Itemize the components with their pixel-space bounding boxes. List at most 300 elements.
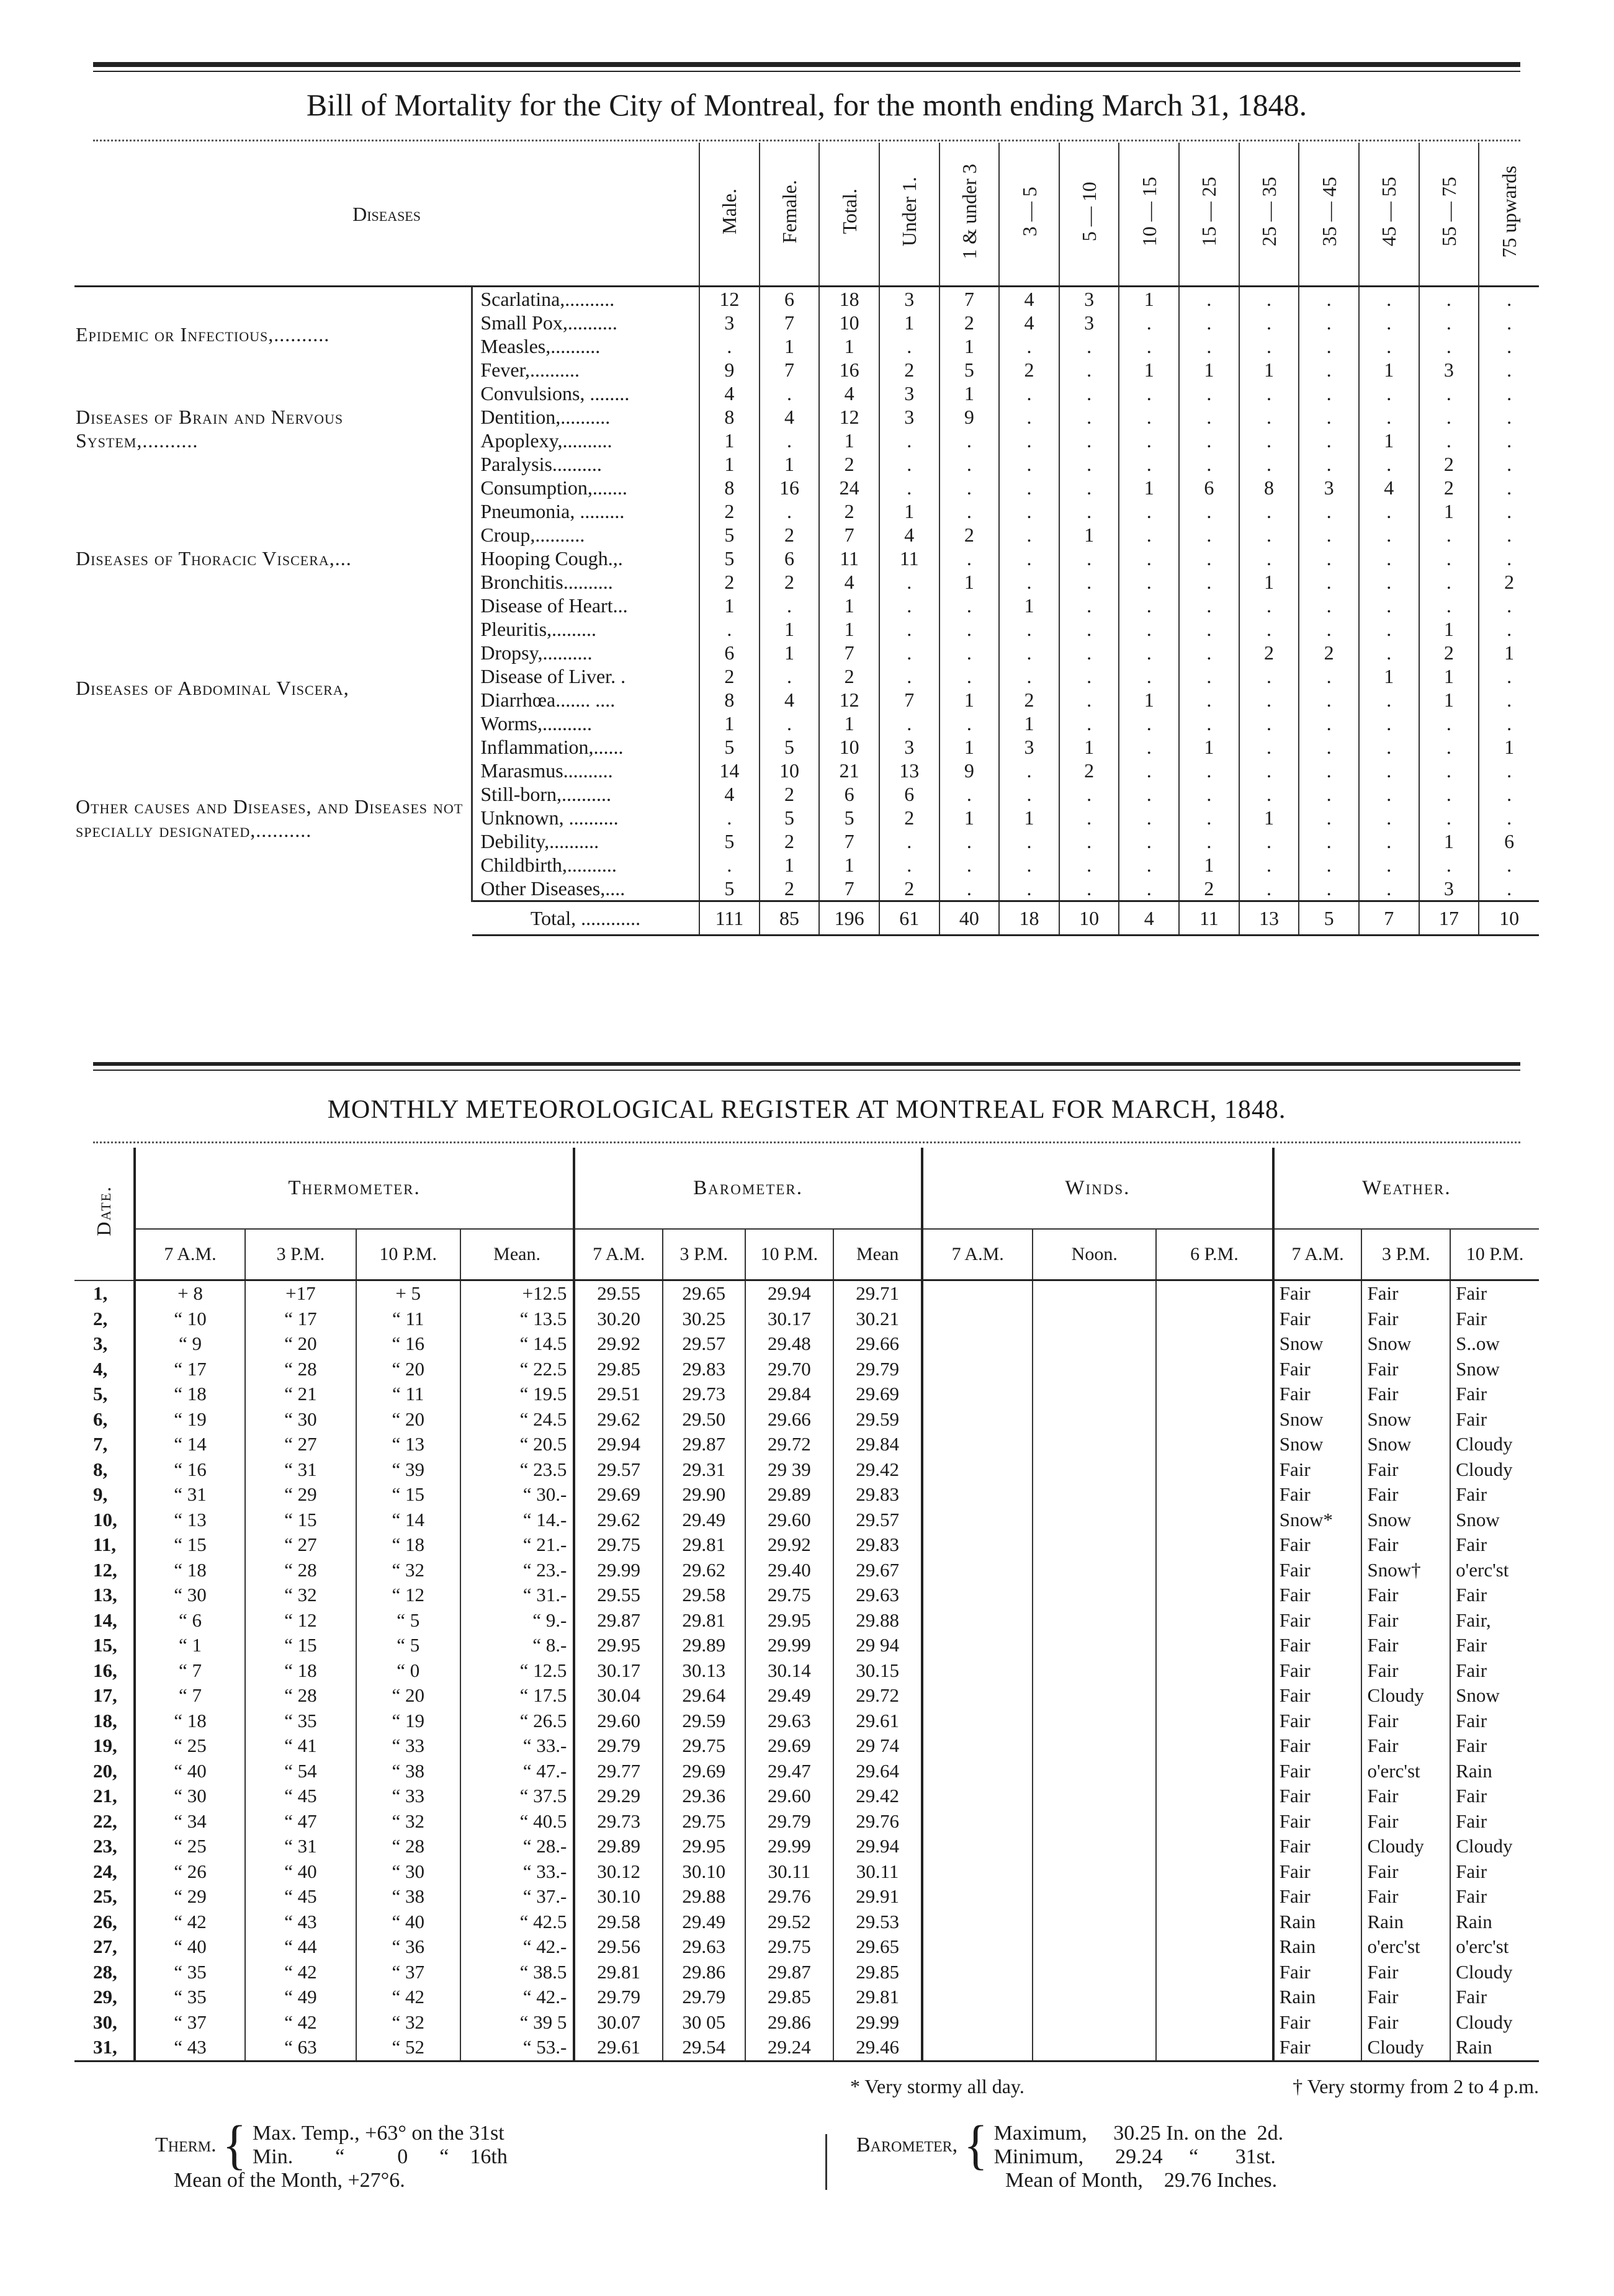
table-row — [74, 1859, 1539, 1885]
barometer-cell: 29.48 — [745, 1331, 834, 1357]
wind-cell — [922, 1357, 1033, 1382]
count-cell: 1 — [819, 334, 879, 358]
barometer-cell: 29.79 — [833, 1357, 922, 1382]
total-cell: 85 — [760, 901, 820, 936]
date-cell: 29, — [93, 1986, 117, 2008]
barometer-cell: 30.11 — [745, 1859, 834, 1885]
count-cell: . — [879, 452, 939, 476]
barometer-summary — [856, 2115, 1508, 2192]
count-cell: 7 — [939, 287, 1000, 311]
column-header: 1 & under 3 — [939, 143, 1000, 287]
thermometer-cell: “ 14 — [356, 1508, 460, 1533]
count-cell: 1 — [1359, 358, 1419, 382]
thermometer-cell: “ 38 — [356, 1884, 460, 1910]
count-cell: . — [1239, 688, 1299, 712]
wind-cell — [1033, 1280, 1156, 1307]
count-cell: . — [939, 594, 1000, 617]
table-row — [74, 1709, 1539, 1734]
count-cell: 12 — [819, 688, 879, 712]
thermometer-cell: “ 21.- — [460, 1532, 575, 1558]
wind-cell — [922, 1407, 1033, 1432]
count-cell: . — [1059, 405, 1119, 429]
count-cell: . — [1479, 782, 1539, 806]
weather-cell: Snow* — [1273, 1508, 1362, 1533]
date-cell: 27, — [93, 1936, 117, 1957]
barometer-cell: 30.14 — [745, 1658, 834, 1684]
thermometer-cell: “ 23.5 — [460, 1457, 575, 1483]
barometer-cell: 29.69 — [833, 1382, 922, 1407]
count-cell: . — [1359, 570, 1419, 594]
table-row — [74, 1633, 1539, 1658]
count-cell: . — [1359, 499, 1419, 523]
total-cell: 196 — [819, 901, 879, 936]
wind-cell — [922, 1960, 1033, 1985]
barometer-cell: 30.11 — [833, 1859, 922, 1885]
barometer-cell: 29.95 — [663, 1834, 745, 1859]
table-row — [74, 1960, 1539, 1985]
count-cell: . — [1299, 735, 1359, 759]
thermometer-cell: “ 33 — [356, 1784, 460, 1809]
wind-cell — [1033, 1985, 1156, 2010]
weather-cell: Fair — [1361, 1733, 1450, 1759]
count-cell: 1 — [699, 712, 760, 735]
disease-name: Still-born,.......... — [472, 782, 699, 806]
thermometer-cell: “ 20.5 — [460, 1432, 575, 1457]
date-cell: 24, — [93, 1860, 117, 1882]
thermometer-cell: “ 53.- — [460, 2035, 575, 2061]
date-cell: 10, — [93, 1508, 117, 1530]
count-cell: 5 — [760, 735, 820, 759]
barometer-cell: 29.75 — [574, 1532, 663, 1558]
date-cell: 26, — [93, 1910, 117, 1932]
weather-cell: Fair — [1273, 1558, 1362, 1583]
count-cell: 2 — [879, 806, 939, 829]
count-cell: 1 — [819, 617, 879, 641]
sub-header: 10 P.M. — [745, 1229, 834, 1280]
count-cell: 7 — [819, 829, 879, 853]
thermometer-cell: “ 20 — [356, 1357, 460, 1382]
weather-cell: Fair — [1361, 1859, 1450, 1885]
weather-cell: Rain — [1361, 1910, 1450, 1935]
count-cell: . — [1479, 382, 1539, 405]
barometer-cell: 29.83 — [833, 1532, 922, 1558]
disease-name: Consumption,....... — [472, 476, 699, 499]
count-cell: . — [1119, 429, 1179, 452]
sub-header: 7 A.M. — [1273, 1229, 1362, 1280]
weather-cell: Fair — [1450, 1583, 1539, 1608]
wind-cell — [1033, 1759, 1156, 1784]
count-cell: 12 — [699, 287, 760, 311]
weather-cell: Fair — [1450, 1709, 1539, 1734]
thermometer-cell: “ 30.- — [460, 1482, 575, 1508]
barometer-cell: 29.79 — [574, 1733, 663, 1759]
weather-cell: Fair — [1450, 1784, 1539, 1809]
count-cell: . — [999, 452, 1059, 476]
count-cell: 1 — [999, 806, 1059, 829]
footnote-stormy-afternoon: † Very stormy from 2 to 4 p.m. — [1293, 2075, 1539, 2097]
count-cell: . — [1239, 523, 1299, 547]
wind-cell — [1156, 1910, 1273, 1935]
barometer-cell: 29.70 — [745, 1357, 834, 1382]
thermometer-cell: +17 — [245, 1280, 356, 1307]
barometer-cell: 29.62 — [574, 1407, 663, 1432]
barometer-cell: 30.07 — [574, 2010, 663, 2035]
count-cell: . — [1359, 688, 1419, 712]
count-cell: . — [1419, 547, 1479, 570]
count-cell: . — [1239, 429, 1299, 452]
thermometer-cell: “ 23.- — [460, 1558, 575, 1583]
count-cell: 1 — [760, 452, 820, 476]
barometer-cell: 29.42 — [833, 1784, 922, 1809]
thermometer-cell: +12.5 — [460, 1280, 575, 1307]
count-cell: 1 — [1119, 287, 1179, 311]
column-header: Under 1. — [879, 143, 939, 287]
barometer-cell: 29.65 — [663, 1280, 745, 1307]
title-underline — [93, 140, 1520, 141]
weather-cell: Fair — [1450, 1733, 1539, 1759]
barometer-cell: 29.73 — [574, 1809, 663, 1834]
top-rule-thin — [93, 71, 1520, 72]
total-label: Total, ............ — [472, 901, 699, 936]
weather-cell: Rain — [1273, 1985, 1362, 2010]
count-cell: . — [1359, 311, 1419, 334]
thermometer-cell: “ 25 — [135, 1834, 245, 1859]
count-cell: . — [1119, 617, 1179, 641]
thermometer-cell: “ 0 — [356, 1658, 460, 1684]
count-cell: . — [1359, 334, 1419, 358]
count-cell: 6 — [819, 782, 879, 806]
wind-cell — [1033, 1733, 1156, 1759]
count-cell: . — [999, 664, 1059, 688]
weather-cell: Snow — [1361, 1331, 1450, 1357]
wind-cell — [1033, 1482, 1156, 1508]
weather-cell: Rain — [1450, 1759, 1539, 1784]
barometer-cell: 29.40 — [745, 1558, 834, 1583]
count-cell: . — [1239, 735, 1299, 759]
count-cell: . — [1299, 806, 1359, 829]
wind-cell — [1156, 1583, 1273, 1608]
count-cell: . — [1119, 523, 1179, 547]
count-cell: . — [1239, 594, 1299, 617]
wind-cell — [1156, 1357, 1273, 1382]
count-cell: . — [1299, 311, 1359, 334]
weather-cell: Snow — [1361, 1407, 1450, 1432]
barometer-cell: 29.89 — [745, 1482, 834, 1508]
weather-cell: Fair — [1361, 1809, 1450, 1834]
weather-cell: o'erc'st — [1361, 1759, 1450, 1784]
weather-cell: Fair — [1361, 1960, 1450, 1985]
count-cell: . — [939, 429, 1000, 452]
weather-cell: Fair — [1273, 1532, 1362, 1558]
count-cell: 5 — [699, 523, 760, 547]
thermometer-cell: “ 37 — [135, 2010, 245, 2035]
count-cell: . — [1059, 688, 1119, 712]
wind-cell — [922, 2010, 1033, 2035]
count-cell: 12 — [819, 405, 879, 429]
column-header: Male. — [699, 143, 760, 287]
therm-max: Max. Temp., +63° on the 31st — [253, 2122, 504, 2145]
table-row — [74, 382, 1539, 405]
count-cell: 2 — [999, 358, 1059, 382]
count-cell: 16 — [819, 358, 879, 382]
barometer-cell: 29.63 — [833, 1583, 922, 1608]
wind-cell — [922, 1633, 1033, 1658]
weather-cell: Cloudy — [1361, 2035, 1450, 2061]
count-cell: 1 — [939, 382, 1000, 405]
wind-cell — [1156, 1834, 1273, 1859]
barometer-cell: 29.85 — [745, 1985, 834, 2010]
count-cell: . — [1479, 547, 1539, 570]
thermometer-cell: “ 33.- — [460, 1859, 575, 1885]
weather-cell: Fair — [1361, 1709, 1450, 1734]
count-cell: . — [1239, 287, 1299, 311]
count-cell: . — [1119, 570, 1179, 594]
count-cell: . — [1299, 712, 1359, 735]
thermometer-cell: “ 40 — [135, 1934, 245, 1960]
barometer-cell: 29.64 — [663, 1683, 745, 1709]
count-cell: 1 — [1359, 664, 1419, 688]
date-cell: 23, — [93, 1835, 117, 1857]
thermometer-cell: “ 7 — [135, 1683, 245, 1709]
total-cell: 10 — [1059, 901, 1119, 936]
count-cell: 4 — [819, 570, 879, 594]
count-cell: 4 — [760, 405, 820, 429]
weather-cell: Fair — [1450, 1859, 1539, 1885]
table-row — [74, 1583, 1539, 1608]
weather-cell: Fair — [1273, 1457, 1362, 1483]
date-cell: 30, — [93, 2011, 117, 2033]
barometer-cell: 29.84 — [833, 1432, 922, 1457]
sub-header: 10 P.M. — [356, 1229, 460, 1280]
disease-name: Scarlatina,.......... — [472, 287, 699, 311]
weather-cell: Fair — [1273, 2010, 1362, 2035]
disease-name: Measles,.......... — [472, 334, 699, 358]
column-header: Female. — [760, 143, 820, 287]
thermometer-cell: “ 52 — [356, 2035, 460, 2061]
count-cell: . — [1119, 311, 1179, 334]
count-cell: . — [1299, 853, 1359, 877]
weather-cell: Fair — [1273, 1709, 1362, 1734]
barometer-cell: 29.51 — [574, 1382, 663, 1407]
count-cell: . — [1059, 594, 1119, 617]
count-cell: . — [1479, 358, 1539, 382]
weather-cell: Fair — [1273, 1683, 1362, 1709]
count-cell: . — [879, 712, 939, 735]
baro-min: Minimum, 29.24 “ 31st. — [993, 2145, 1276, 2168]
count-cell: . — [879, 594, 939, 617]
date-cell: 2, — [93, 1307, 108, 1329]
count-cell: . — [760, 429, 820, 452]
barometer-cell: 30.20 — [574, 1307, 663, 1332]
barometer-cell: 29.72 — [833, 1683, 922, 1709]
thermometer-cell: “ 16 — [135, 1457, 245, 1483]
thermometer-cell: “ 33.- — [460, 1733, 575, 1759]
total-cell: 13 — [1239, 901, 1299, 936]
wind-cell — [1033, 1809, 1156, 1834]
wind-cell — [922, 1307, 1033, 1332]
count-cell: 1 — [939, 735, 1000, 759]
count-cell: 6 — [699, 641, 760, 664]
thermometer-summary — [155, 2115, 714, 2192]
count-cell: . — [1119, 594, 1179, 617]
date-cell: 4, — [93, 1357, 108, 1380]
count-cell: . — [1299, 688, 1359, 712]
barometer-cell: 29.61 — [574, 2035, 663, 2061]
count-cell: . — [999, 429, 1059, 452]
count-cell: . — [699, 853, 760, 877]
disease-name: Inflammation,...... — [472, 735, 699, 759]
barometer-cell: 29.73 — [663, 1382, 745, 1407]
table-row — [74, 1382, 1539, 1407]
count-cell: 8 — [699, 688, 760, 712]
barometer-cell: 29.42 — [833, 1457, 922, 1483]
count-cell: . — [1179, 429, 1239, 452]
thermometer-cell: “ 16 — [356, 1331, 460, 1357]
weather-cell: Fair — [1450, 1884, 1539, 1910]
thermometer-cell: “ 49 — [245, 1985, 356, 2010]
thermometer-cell: “ 19 — [356, 1709, 460, 1734]
count-cell: . — [1179, 688, 1239, 712]
count-cell: . — [1299, 452, 1359, 476]
weather-cell: Fair — [1273, 1809, 1362, 1834]
wind-cell — [1033, 1658, 1156, 1684]
barometer-cell: 29.89 — [574, 1834, 663, 1859]
count-cell: 2 — [879, 877, 939, 901]
wind-cell — [922, 1884, 1033, 1910]
date-cell: 5, — [93, 1383, 108, 1405]
count-cell: . — [1479, 594, 1539, 617]
count-cell: 18 — [819, 287, 879, 311]
table-row — [74, 2035, 1539, 2061]
disease-name: Disease of Liver. . — [472, 664, 699, 688]
disease-name: Dentition,.......... — [472, 405, 699, 429]
thermometer-cell: “ 28 — [245, 1683, 356, 1709]
barometer-cell: 29.81 — [663, 1608, 745, 1633]
wind-cell — [1156, 1331, 1273, 1357]
count-cell: . — [999, 547, 1059, 570]
weather-cell: Fair — [1361, 1357, 1450, 1382]
count-cell: . — [1239, 334, 1299, 358]
wind-cell — [1156, 1382, 1273, 1407]
thermometer-cell: “ 18 — [135, 1558, 245, 1583]
weather-cell: Fair — [1273, 1960, 1362, 1985]
weather-cell: Fair — [1273, 1733, 1362, 1759]
count-cell: . — [1479, 405, 1539, 429]
barometer-cell: 29.83 — [833, 1482, 922, 1508]
count-cell: . — [999, 759, 1059, 782]
count-cell: . — [999, 405, 1059, 429]
barometer-cell: 29.58 — [663, 1583, 745, 1608]
count-cell: . — [1179, 641, 1239, 664]
weather-cell: Fair — [1361, 1608, 1450, 1633]
barometer-cell: 29.59 — [663, 1709, 745, 1734]
count-cell: . — [1299, 594, 1359, 617]
count-cell: . — [1059, 712, 1119, 735]
barometer-cell: 29.99 — [745, 1834, 834, 1859]
count-cell: 7 — [760, 358, 820, 382]
thermometer-cell: “ 19 — [135, 1407, 245, 1432]
barometer-cell: 29.31 — [663, 1457, 745, 1483]
count-cell: 2 — [1239, 641, 1299, 664]
barometer-cell: 29.81 — [833, 1985, 922, 2010]
barometer-cell: 29 74 — [833, 1733, 922, 1759]
wind-cell — [1033, 1583, 1156, 1608]
barometer-cell: 29.57 — [574, 1457, 663, 1483]
thermometer-cell: “ 43 — [135, 2035, 245, 2061]
count-cell: . — [1479, 759, 1539, 782]
count-cell: 1 — [1239, 570, 1299, 594]
count-cell: 2 — [760, 877, 820, 901]
count-cell: . — [1299, 782, 1359, 806]
footnotes — [850, 2075, 1539, 2098]
table-row — [74, 1280, 1539, 1307]
summary-separator — [825, 2134, 827, 2190]
weather-cell: Snow — [1361, 1432, 1450, 1457]
weather-cell: Rain — [1450, 1910, 1539, 1935]
wind-cell — [922, 1784, 1033, 1809]
barometer-cell: 29.88 — [663, 1884, 745, 1910]
count-cell: . — [1479, 523, 1539, 547]
disease-name: Bronchitis.......... — [472, 570, 699, 594]
weather-cell: Fair — [1361, 2010, 1450, 2035]
count-cell: . — [1359, 382, 1419, 405]
count-cell: . — [1179, 547, 1239, 570]
weather-cell: Cloudy — [1361, 1683, 1450, 1709]
wind-cell — [922, 1809, 1033, 1834]
count-cell: . — [1179, 806, 1239, 829]
table-row — [74, 1482, 1539, 1508]
wind-cell — [1033, 1457, 1156, 1483]
wind-cell — [1033, 1532, 1156, 1558]
count-cell: . — [1059, 782, 1119, 806]
wind-cell — [1033, 1834, 1156, 1859]
thermometer-cell: “ 9 — [135, 1331, 245, 1357]
wind-cell — [1156, 2035, 1273, 2061]
barometer-cell: 30.21 — [833, 1307, 922, 1332]
barometer-cell: 29.81 — [663, 1532, 745, 1558]
thermometer-cell: “ 36 — [356, 1934, 460, 1960]
count-cell: 2 — [819, 452, 879, 476]
count-cell: . — [760, 499, 820, 523]
thermometer-cell: “ 30 — [135, 1583, 245, 1608]
count-cell: . — [1119, 664, 1179, 688]
count-cell: . — [1179, 759, 1239, 782]
count-cell: . — [1419, 853, 1479, 877]
wind-cell — [1156, 1934, 1273, 1960]
count-cell: 5 — [939, 358, 1000, 382]
wind-cell — [1033, 1508, 1156, 1533]
barometer-cell: 30.12 — [574, 1859, 663, 1885]
count-cell: . — [879, 570, 939, 594]
count-cell: . — [999, 570, 1059, 594]
wind-cell — [1156, 1709, 1273, 1734]
count-cell: . — [1419, 334, 1479, 358]
count-cell: . — [1359, 594, 1419, 617]
barometer-cell: 29.89 — [663, 1633, 745, 1658]
weather-cell: Cloudy — [1361, 1834, 1450, 1859]
count-cell: 10 — [760, 759, 820, 782]
thermometer-cell: “ 31.- — [460, 1583, 575, 1608]
count-cell: . — [1119, 547, 1179, 570]
count-cell: . — [999, 523, 1059, 547]
count-cell: 3 — [999, 735, 1059, 759]
count-cell: 11 — [879, 547, 939, 570]
thermometer-cell: “ 6 — [135, 1608, 245, 1633]
thermometer-cell: “ 20 — [356, 1683, 460, 1709]
count-cell: . — [1299, 759, 1359, 782]
count-cell: . — [1479, 712, 1539, 735]
thermometer-cell: “ 38.5 — [460, 1960, 575, 1985]
